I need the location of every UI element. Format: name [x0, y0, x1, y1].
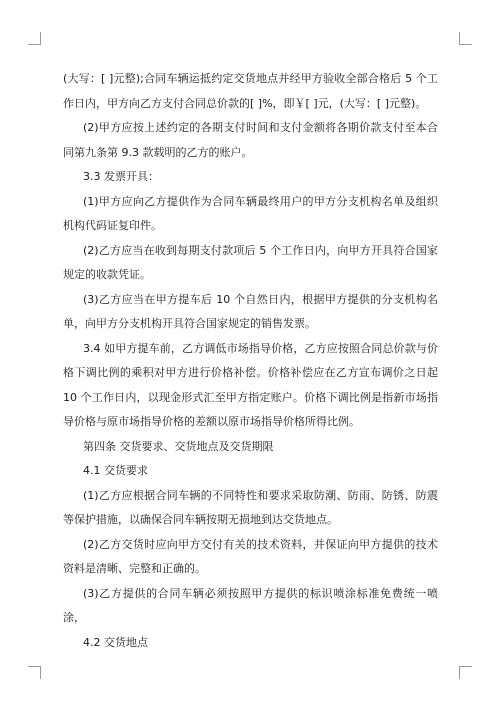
- paragraph: (3)乙方提供的合同车辆必须按照甲方提供的标识喷涂标准免费统一喷涂，: [63, 586, 438, 624]
- crop-mark-bottom-left: [28, 666, 41, 679]
- section-heading: 4.1 交货要求: [83, 464, 148, 477]
- article-heading: 第四条 交货要求、交货地点及交货期限: [83, 439, 274, 453]
- section-heading: 3.3 发票开具：: [83, 170, 159, 183]
- paragraph: (1)乙方应根据合同车辆的不同特性和要求采取防潮、防雨、防锈、防震等保护措施，以确保合同车辆按期无损地到达交货地点。: [63, 488, 438, 526]
- paragraph: (2)乙方应当在收到每期支付款项后 5 个工作日内，向甲方开具符合国家规定的收款凭证。: [63, 243, 438, 281]
- crop-mark-top-right: [459, 32, 472, 45]
- crop-mark-bottom-right: [459, 666, 472, 679]
- paragraph: 3.4 如甲方提车前，乙方调低市场指导价格，乙方应按照合同总价款与价格下调比例的乘积对甲方进行价格补偿。价格补偿应在乙方宣布调价之日起 10 个工作日内，以现金形式汇至甲方指定账户。价格下调比例是指新市场指导价格与原市场指导价格的差额以原市场指导价格所得比例。: [63, 341, 438, 428]
- section-heading: 4.2 交货地点: [83, 635, 148, 649]
- paragraph: (1)甲方应向乙方提供作为合同车辆最终用户的甲方分支机构名单及组织机构代码证复印件。: [63, 194, 438, 232]
- document-body: [63, 67, 438, 655]
- crop-mark-top-left: [28, 32, 41, 45]
- paragraph: (3)乙方应当在甲方提车后 10 个自然日内，根据甲方提供的分支机构名单，向甲方分支机构开具符合国家规定的销售发票。: [63, 292, 438, 330]
- paragraph: (2)甲方应按上述约定的各期支付时间和支付金额将各期价款支付至本合同第九条第 9.3 款载明的乙方的账户。: [63, 121, 438, 159]
- paragraph: (2)乙方交货时应向甲方交付有关的技术资料，并保证向甲方提供的技术资料是清晰、完整和正确的。: [63, 537, 438, 575]
- paragraph: (大写：[ ]元整);合同车辆运抵约定交货地点并经甲方验收全部合格后 5 个工作日内，甲方向乙方支付合同总价款的[ ]%，即￥[ ]元，(大写：[ ]元整)。: [63, 72, 438, 110]
